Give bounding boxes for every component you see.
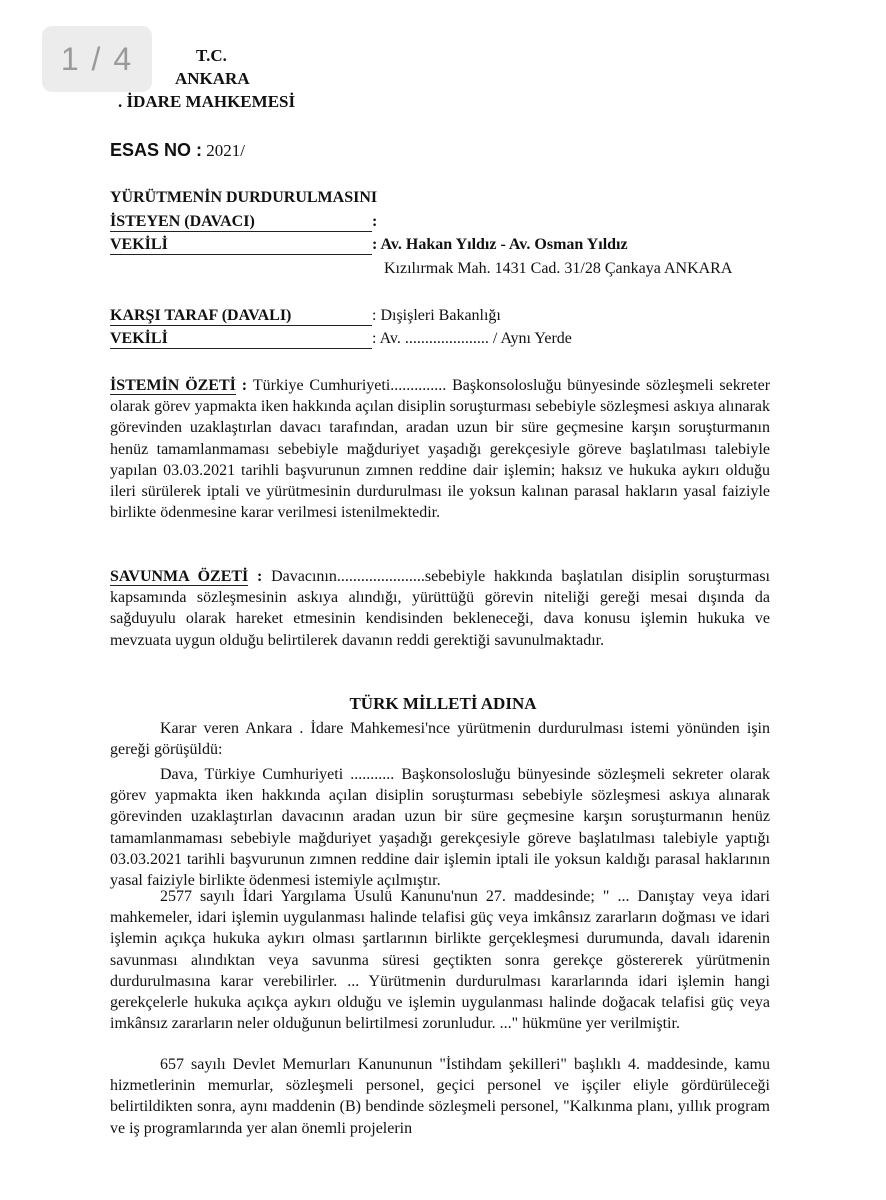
defense-summary-heading: SAVUNMA ÖZETİ : [110, 568, 272, 585]
case-number [110, 140, 245, 161]
attorney-label: VEKİLİ [110, 236, 372, 255]
attorney-address: Kızılırmak Mah. 1431 Cad. 31/28 Çankaya ANKARA [384, 260, 733, 277]
body-paragraph-4: 657 sayılı Devlet Memurları Kanununun "İstihdam şekilleri" başlıklı 4. maddesinde, kamu hizmetlerinin memurlar, sözleşmeli personel, geçici personel ve işçiler eliyle gördürüleceği belirtildikten sonra, aynı maddenin (B) bendinde sözleşmeli personel, "Kalkınma planı, yıllık program ve iş programlarında yer alan önemli projelerin [110, 1056, 770, 1137]
requester-label-line1: YÜRÜTMENİN DURDURULMASINI [110, 189, 378, 206]
defendant-attorney-label: VEKİLİ [110, 330, 372, 349]
defendant-value: : Dışişleri Bakanlığı [372, 307, 501, 324]
defendant-attorney-value: : Av. ..................... / Aynı Yerde [372, 330, 572, 347]
requester-value: : [372, 213, 378, 230]
body-paragraph-1: Karar veren Ankara . İdare Mahkemesi'nce yürütmenin durdurulması istemi yönünden işin gereği görüşüldü: [110, 720, 770, 759]
header-tc: T.C. [196, 46, 227, 65]
defense-summary [110, 566, 770, 651]
header-city: ANKARA [175, 69, 250, 88]
defense-summary-text: Davacının......................sebebiyle hakkında başlatılan disiplin soruşturması kapsamında sözleşmesinin askıya alındığı, yürüttüğü görevin niteliği gereği mesai dışında da sağduyulu olarak hareket etmesinin kendisinden bekleneceği, dava konusu işlemin hukuka ve mevzuata uygun olduğu belirtilerek davanın reddi gerektiği savunulmaktadır. [110, 568, 770, 649]
header-court: . İDARE MAHKEMESİ [118, 92, 296, 111]
case-number-value: 2021/ [206, 141, 245, 160]
attorney-value: : Av. Hakan Yıldız - Av. Osman Yıldız [372, 236, 628, 253]
defendant-label: KARŞI TARAF (DAVALI) [110, 307, 372, 326]
page-counter-badge: 1 / 4 [42, 26, 152, 92]
body-paragraph-2: Dava, Türkiye Cumhuriyeti ........... Başkonsolosluğu bünyesinde sözleşmeli sekreter olarak görev yapmakta iken hakkında açılan disiplin soruşturması sebebiyle sözleşmesi askıya alınarak görevinden uzaklaştırlan davacının aradan uzun bir süre geçmesine karşın soruşturmanın henüz tamamlanmaması sebebiyle mağduriyet yaşadığı gerekçesiyle göreve başlatılması talebiyle yaptığı 03.03.2021 tarihli başvurunun zımnen reddine dair işlemin iptali ile yoksun kaldığı parasal haklarının yasal faiziyle birlikte ödenmesi istemiyle açılmıştır. [110, 766, 770, 890]
claim-summary-text: Türkiye Cumhuriyeti.............. Başkonsolosluğu bünyesinde sözleşmeli sekreter olarak görev yapmakta iken hakkında açılan disiplin soruşturması sebebiyle sözleşmesi askıya alınarak görevinden uzaklaştırlan davacı tarafından, aradan uzun bir süre geçmesine karşın soruşturmanın henüz tamamlanmaması sebebiyle mağduriyet yaşadığı gerekçesiyle göreve başlatılması talebiyle yapılan 03.03.2021 tarihli başvurunun zımnen reddine dair işlemin; haksız ve hukuka aykırı olduğu ileri sürülerek iptali ve yürütmesinin durdurulması ile yoksun kalınan parasal hakların yasal faiziyle birlikte ödenmesine karar verilmesi istenilmektedir. [110, 377, 771, 522]
requester-label-line2: İSTEYEN (DAVACI) [110, 213, 372, 232]
claim-summary-heading: İSTEMİN ÖZETİ : [110, 377, 253, 394]
decision-title: TÜRK MİLLETİ ADINA [349, 694, 537, 713]
case-number-label: ESAS NO : [110, 140, 203, 160]
claim-summary [110, 375, 770, 523]
body-paragraph-3: 2577 sayılı İdari Yargılama Usulü Kanunu'nun 27. maddesinde; " ... Danıştay veya idari mahkemeler, idari işlemin uygulanması halinde telafisi güç veya imkânsız zararların doğması ve idari işlemin açıkça hukuka aykırı olması şartlarının birlikte gerçekleşmesi durumunda, davalı idarenin savunması alındıktan veya savunma süresi geçtikten sonra gerekçe göstererek yürütmenin durdurulmasına karar verebilirler. ... Yürütmenin durdurulması kararlarında idari işlemin hangi gerekçelerle hukuka açıkça aykırı olduğu ve işlemin uygulanması halinde doğacak telafisi güç veya imkânsız zararların neler olduğunun belirtilmesi zorunludur. ..." hükmüne yer verilmiştir. [110, 888, 770, 1033]
